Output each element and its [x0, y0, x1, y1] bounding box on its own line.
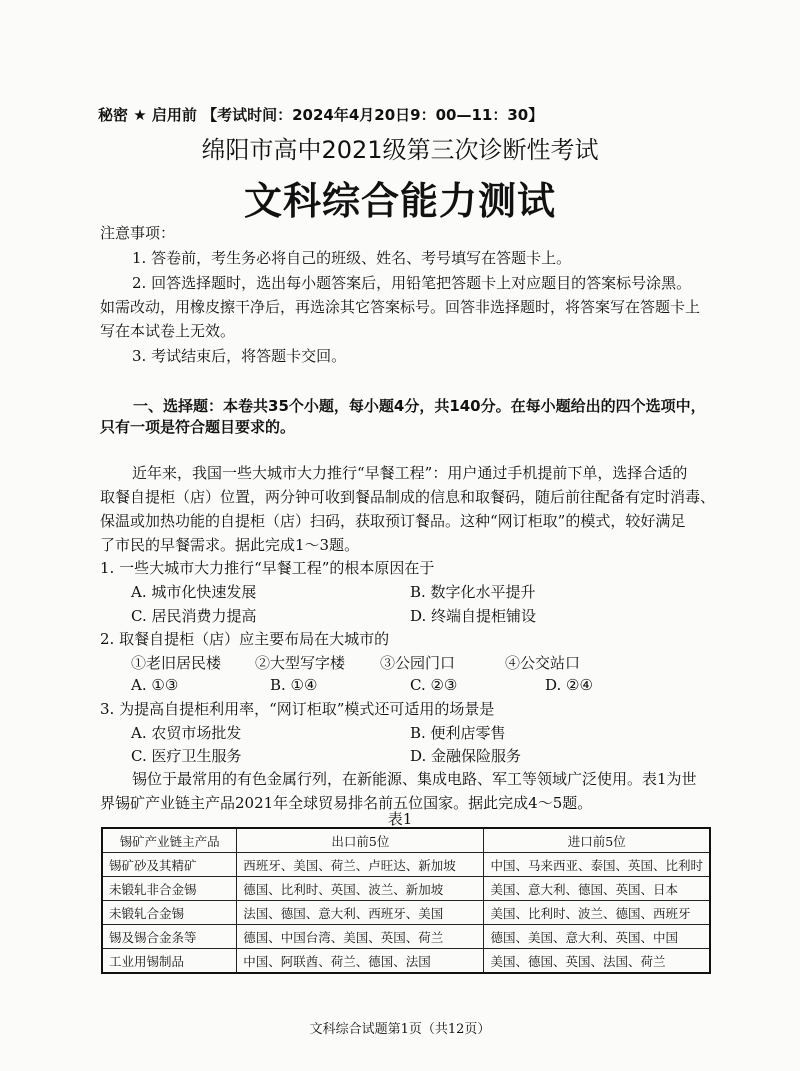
- table-cell: 锡矿砂及其精矿: [102, 853, 237, 877]
- q2-option-a: A. ①③: [131, 676, 179, 694]
- passage1-line4: 了市民的早餐需求。据此完成1～3题。: [100, 536, 360, 554]
- q3-stem: 3. 为提高自提柜利用率，“网订柜取”模式还可适用的场景是: [100, 700, 495, 718]
- q2-item-4: ④公交站口: [505, 654, 581, 672]
- exam-header: 秘密 ★ 启用前 【考试时间：2024年4月20日9：00—11：30】: [98, 106, 544, 124]
- table-cell: 西班牙、美国、荷兰、卢旺达、新加坡: [237, 853, 484, 877]
- note-2-end: 写在本试卷上无效。: [100, 322, 236, 340]
- table-row: [102, 925, 710, 949]
- passage1-line3: 保温或加热功能的自提柜（店）扫码，获取预订餐品。这种“网订柜取”的模式，较好满足: [100, 512, 686, 530]
- table-cell: 美国、德国、英国、法国、荷兰: [484, 949, 710, 974]
- table-cell: 美国、意大利、德国、英国、日本: [484, 877, 710, 901]
- q3-option-a: A. 农贸市场批发: [131, 724, 242, 742]
- note-2: 2. 回答选择题时，选出每小题答案后，用铅笔把答题卡上对应题目的答案标号涂黑。: [132, 274, 692, 292]
- q1-option-a: A. 城市化快速发展: [131, 583, 257, 601]
- table-cell: 德国、中国台湾、美国、英国、荷兰: [237, 925, 484, 949]
- table-cell: 中国、阿联酋、荷兰、德国、法国: [237, 949, 484, 974]
- page-footer: 文科综合试题第1页（共12页）: [309, 1022, 491, 1037]
- table-cell: 锡及锡合金条等: [102, 925, 237, 949]
- table-cell: 法国、德国、意大利、西班牙、美国: [237, 901, 484, 925]
- q1-stem: 1. 一些大城市大力推行“早餐工程”的根本原因在于: [100, 559, 435, 577]
- table-header-product: 锡矿产业链主产品: [102, 828, 237, 853]
- table-cell: 未锻轧非合金锡: [102, 877, 237, 901]
- exam-subtitle: 绵阳市高中2021级第三次诊断性考试: [201, 136, 599, 164]
- table-caption: 表1: [387, 810, 413, 828]
- q1-option-b: B. 数字化水平提升: [410, 583, 536, 601]
- table-cell: 未锻轧合金锡: [102, 901, 237, 925]
- note-3: 3. 考试结束后，将答题卡交回。: [132, 347, 347, 365]
- q2-item-3: ③公园门口: [380, 654, 456, 672]
- table-cell: 德国、美国、意大利、英国、中国: [484, 925, 710, 949]
- table-row: [102, 949, 710, 974]
- q2-option-c: C. ②③: [410, 676, 458, 694]
- q2-item-2: ②大型写字楼: [255, 654, 346, 672]
- passage1-line1: 近年来，我国一些大城市大力推行“早餐工程”：用户通过手机提前下单，选择合适的: [132, 464, 688, 482]
- table-1: [101, 827, 711, 974]
- table-row: [102, 901, 710, 925]
- q1-option-d: D. 终端自提柜铺设: [410, 607, 537, 625]
- table-row: [102, 877, 710, 901]
- q3-option-c: C. 医疗卫生服务: [131, 747, 242, 765]
- passage2-line2: 界锡矿产业链主产品2021年全球贸易排名前五位国家。据此完成4～5题。: [100, 794, 593, 812]
- q3-option-b: B. 便利店零售: [410, 724, 506, 742]
- table-header-row: [102, 828, 710, 853]
- notes-heading: 注意事项：: [100, 224, 176, 242]
- section-heading: 一、选择题：本卷共35个小题，每小题4分，共140分。在每小题给出的四个选项中，: [133, 397, 706, 415]
- section-heading-cont: 只有一项是符合题目要求的。: [100, 418, 296, 436]
- note-2-cont: 如需改动，用橡皮擦干净后，再选涂其它答案标号。回答非选择题时，将答案写在答题卡上: [100, 298, 701, 316]
- table-cell: 工业用锡制品: [102, 949, 237, 974]
- table-cell: 美国、比利时、波兰、德国、西班牙: [484, 901, 710, 925]
- q2-option-d: D. ②④: [545, 676, 593, 694]
- q2-item-1: ①老旧居民楼: [131, 654, 222, 672]
- table-header-import: 进口前5位: [484, 828, 710, 853]
- passage2-line1: 锡位于最常用的有色金属行列，在新能源、集成电路、军工等领域广泛使用。表1为世: [132, 770, 697, 788]
- exam-title: 文科综合能力测试: [243, 179, 556, 223]
- q2-stem: 2. 取餐自提柜（店）应主要布局在大城市的: [100, 630, 390, 648]
- q1-option-c: C. 居民消费力提高: [131, 607, 257, 625]
- passage1-line2: 取餐自提柜（店）位置，两分钟可收到餐品制成的信息和取餐码，随后前往配备有定时消毒、: [100, 488, 716, 506]
- table-cell: 德国、比利时、英国、波兰、新加坡: [237, 877, 484, 901]
- q2-option-b: B. ①④: [270, 676, 318, 694]
- q3-option-d: D. 金融保险服务: [410, 747, 522, 765]
- table-row: [102, 853, 710, 877]
- table-header-export: 出口前5位: [237, 828, 484, 853]
- table-cell: 中国、马来西亚、泰国、英国、比利时: [484, 853, 710, 877]
- note-1: 1. 答卷前，考生务必将自己的班级、姓名、考号填写在答题卡上。: [132, 249, 572, 267]
